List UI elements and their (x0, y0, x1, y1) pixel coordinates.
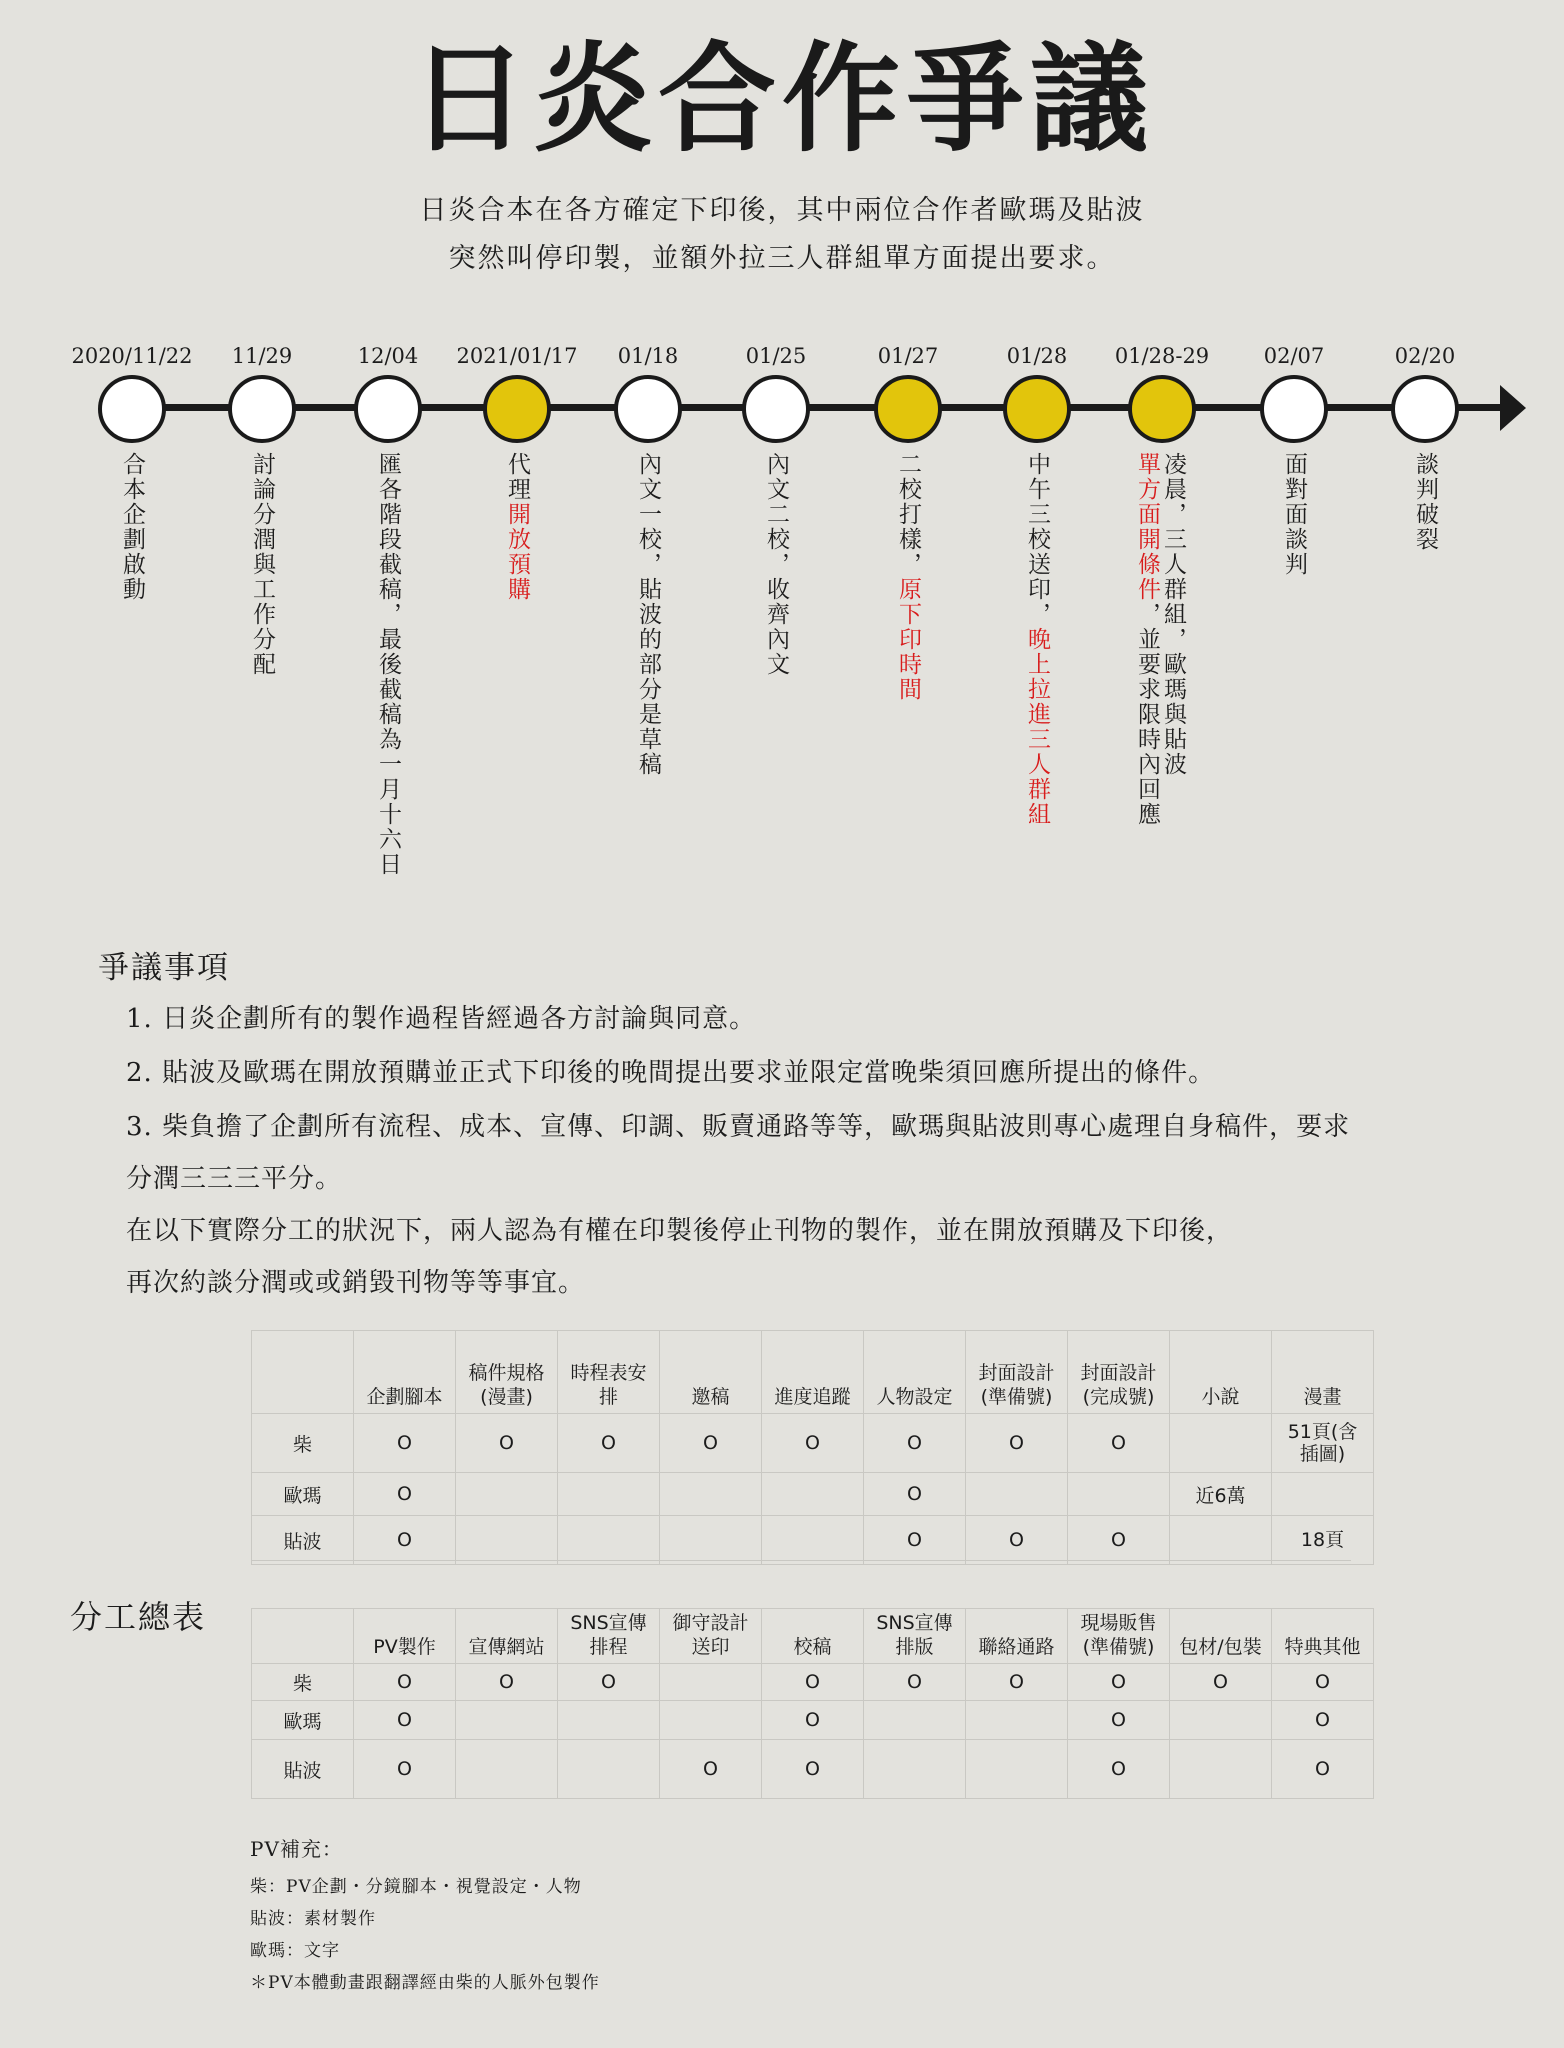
issue-line-4: 分潤三三三平分。 (126, 1164, 343, 1194)
table-cell: O (864, 1664, 966, 1701)
table-cell (558, 1701, 660, 1740)
table-cell: O (354, 1664, 456, 1701)
timeline-node (1003, 375, 1071, 443)
member-name: 歐瑪 (252, 1701, 354, 1740)
event-text: 合本企劃啟動 (119, 452, 145, 602)
timeline-node (354, 375, 422, 443)
table-cell: O (354, 1701, 456, 1740)
timeline-date: 12/04 (357, 344, 419, 368)
table-cell: O (966, 1516, 1068, 1565)
timeline-node (228, 375, 296, 443)
table-cell: O (1272, 1664, 1374, 1701)
table-cell: O (354, 1414, 456, 1473)
member-name: 貼波 (252, 1516, 354, 1565)
table-header-row (252, 1331, 1374, 1414)
table-cell (966, 1740, 1068, 1799)
table-header-cell: 企劃腳本 (354, 1331, 456, 1414)
event-text: ，並要求限時內回應 (1134, 602, 1160, 827)
table-row (252, 1701, 1374, 1740)
table-cell (1170, 1701, 1272, 1740)
table-cell (762, 1473, 864, 1516)
timeline-date: 01/27 (877, 344, 939, 368)
timeline-event-text (375, 452, 401, 877)
table-cell: O (1170, 1664, 1272, 1701)
timeline-node (742, 375, 810, 443)
event-text: 二校打樣， (895, 452, 921, 577)
issue-line-5: 在以下實際分工的狀況下，兩人認為有權在印製後停止刊物的製作，並在開放預購及下印後， (126, 1216, 1234, 1246)
timeline-event-text (504, 452, 530, 602)
table-cell (762, 1516, 864, 1565)
event-text: 面對面談判 (1281, 452, 1307, 577)
table-cell (1068, 1473, 1170, 1516)
member-name: 歐瑪 (252, 1473, 354, 1516)
event-text: 中午三校送印， (1024, 452, 1050, 627)
table-header-cell: 宣傳網站 (456, 1609, 558, 1664)
table-cell (1170, 1516, 1272, 1565)
table-header-cell: 封面設計 (準備號) (966, 1331, 1068, 1414)
timeline-event-text (895, 452, 921, 702)
timeline-event-text (1024, 452, 1050, 827)
table-cell: O (1272, 1740, 1374, 1799)
table-header-cell: 漫畫 (1272, 1331, 1374, 1414)
pv-note-line-3: 歐瑪：文字 (250, 1941, 340, 1961)
table-header-cell: SNS宣傳 排程 (558, 1609, 660, 1664)
event-text: 討論分潤與工作分配 (249, 452, 275, 677)
timeline-node (1128, 375, 1196, 443)
table-cell: O (762, 1740, 864, 1799)
table-cell (456, 1740, 558, 1799)
timeline (0, 0, 1564, 900)
table-cell (1170, 1414, 1272, 1473)
event-text: 談判破裂 (1412, 452, 1438, 552)
division-heading: 分工總表 (70, 1598, 207, 1636)
event-text: 內文一校，貼波的部分是草稿 (635, 452, 661, 777)
table-cell: O (354, 1740, 456, 1799)
table-cell: O (762, 1414, 864, 1473)
table-cell: O (1068, 1740, 1170, 1799)
table-cell: O (864, 1473, 966, 1516)
table-cell (558, 1516, 660, 1565)
table-header-cell: 人物設定 (864, 1331, 966, 1414)
table-cell (660, 1516, 762, 1565)
event-text-highlight: 單方面開條件 (1134, 452, 1160, 602)
event-text-highlight: 開放預購 (504, 502, 530, 602)
timeline-date: 01/28-29 (1114, 344, 1210, 368)
table-cell (864, 1740, 966, 1799)
pv-note-line-2: 貼波：素材製作 (250, 1909, 376, 1929)
subtitle-line-2: 突然叫停印製，並額外拉三人群組單方面提出要求。 (448, 243, 1116, 274)
table-header-cell: SNS宣傳 排版 (864, 1609, 966, 1664)
table-row (252, 1516, 1374, 1565)
table-cell: O (456, 1664, 558, 1701)
timeline-node (98, 375, 166, 443)
timeline-node (1260, 375, 1328, 443)
table-cell (966, 1701, 1068, 1740)
timeline-date: 2021/01/17 (456, 344, 578, 368)
timeline-date: 01/28 (1006, 344, 1068, 368)
table-cell: 51頁(含 插圖) (1272, 1414, 1374, 1473)
table-cell: O (660, 1740, 762, 1799)
issue-line-6: 再次約談分潤或或銷毀刊物等等事宜。 (126, 1268, 586, 1298)
pv-note-line-1: 柴：PV企劃・分鏡腳本・視覺設定・人物 (250, 1877, 582, 1897)
table-cell: O (456, 1414, 558, 1473)
table-spacer (251, 1560, 1351, 1609)
table-cell: O (558, 1664, 660, 1701)
table-header-cell: 包材/包裝 (1170, 1609, 1272, 1664)
subtitle-line-1: 日炎合本在各方確定下印後，其中兩位合作者歐瑪及貼波 (419, 195, 1145, 226)
page-title: 日炎合作爭議 (409, 30, 1154, 168)
issue-line-3: 3. 柴負擔了企劃所有流程、成本、宣傳、印調、販賣通路等等，歐瑪與貼波則專心處理自身稿件，要求 (126, 1112, 1351, 1142)
table-cell (558, 1740, 660, 1799)
table-cell (660, 1473, 762, 1516)
event-text: 匯各階段截稿，最後截稿為一月十六日 (375, 452, 401, 877)
table-cell: O (1068, 1701, 1170, 1740)
member-name: 貼波 (252, 1740, 354, 1799)
table-cell: 18頁 (1272, 1516, 1374, 1565)
timeline-date: 11/29 (231, 344, 293, 368)
table-header-row (252, 1609, 1374, 1664)
timeline-event-text (635, 452, 661, 777)
table-cell: O (354, 1516, 456, 1565)
timeline-event-text (249, 452, 275, 677)
member-name: 柴 (252, 1664, 354, 1701)
table-cell (456, 1701, 558, 1740)
table-header-cell: 小說 (1170, 1331, 1272, 1414)
pv-note-heading: PV補充： (250, 1837, 343, 1861)
pv-note-line-4: ＊PV本體動畫跟翻譯經由柴的人脈外包製作 (250, 1973, 600, 1993)
table-cell (660, 1701, 762, 1740)
issue-line-2: 2. 貼波及歐瑪在開放預購並正式下印後的晚間提出要求並限定當晚柴須回應所提出的條件。 (126, 1058, 1216, 1088)
event-text: 內文二校，收齊內文 (763, 452, 789, 677)
timeline-event-text (1281, 452, 1307, 577)
event-text: 凌晨，三人群組，歐瑪與貼波 (1160, 452, 1186, 777)
table-cell (456, 1473, 558, 1516)
timeline-node (1391, 375, 1459, 443)
table-header-cell: 聯絡通路 (966, 1609, 1068, 1664)
member-name: 柴 (252, 1414, 354, 1473)
table-cell: O (966, 1664, 1068, 1701)
timeline-node (874, 375, 942, 443)
table-header-cell: PV製作 (354, 1609, 456, 1664)
table-cell (966, 1473, 1068, 1516)
event-text: 代理 (504, 452, 530, 502)
table-cell: O (762, 1664, 864, 1701)
table-cell (1272, 1473, 1374, 1516)
table-cell: O (1068, 1414, 1170, 1473)
timeline-date: 02/07 (1263, 344, 1325, 368)
table-header-cell: 進度追蹤 (762, 1331, 864, 1414)
table-cell (456, 1516, 558, 1565)
table-row (252, 1740, 1374, 1799)
division-table-1 (251, 1330, 1374, 1565)
table-cell: O (1068, 1664, 1170, 1701)
timeline-arrow-icon (1500, 385, 1526, 431)
timeline-date: 2020/11/22 (71, 344, 193, 368)
table-header-cell: 校稿 (762, 1609, 864, 1664)
table-header-cell: 御守設計 送印 (660, 1609, 762, 1664)
timeline-node (614, 375, 682, 443)
table-cell: 近6萬 (1170, 1473, 1272, 1516)
table-header-cell: 時程表安 排 (558, 1331, 660, 1414)
table-header-cell: 封面設計 (完成號) (1068, 1331, 1170, 1414)
timeline-event-text (763, 452, 789, 677)
table-header-cell: 特典其他 (1272, 1609, 1374, 1664)
table-cell (1170, 1740, 1272, 1799)
table-cell: O (966, 1414, 1068, 1473)
table-cell: O (762, 1701, 864, 1740)
table-header-cell (252, 1609, 354, 1664)
table-header-cell: 邀稿 (660, 1331, 762, 1414)
event-text-highlight: 原下印時間 (895, 577, 921, 702)
division-table-2 (251, 1608, 1374, 1799)
timeline-event-text (1134, 452, 1186, 827)
table-cell (864, 1701, 966, 1740)
issues-heading: 爭議事項 (98, 950, 230, 986)
table-header-cell: 稿件規格 (漫畫) (456, 1331, 558, 1414)
table-header-cell (252, 1331, 354, 1414)
table-cell: O (864, 1414, 966, 1473)
table-cell: O (1272, 1701, 1374, 1740)
table-header-cell: 現場販售 (準備號) (1068, 1609, 1170, 1664)
table-cell: O (864, 1516, 966, 1565)
table-cell: O (354, 1473, 456, 1516)
event-text-highlight: 晚上拉進三人群組 (1024, 627, 1050, 827)
timeline-date: 01/18 (617, 344, 679, 368)
table-cell: O (660, 1414, 762, 1473)
issue-line-1: 1. 日炎企劃所有的製作過程皆經過各方討論與同意。 (126, 1004, 757, 1034)
table-row (252, 1664, 1374, 1701)
table-cell: O (1068, 1516, 1170, 1565)
timeline-date: 02/20 (1394, 344, 1456, 368)
timeline-event-text (119, 452, 145, 602)
table-row (252, 1473, 1374, 1516)
timeline-node (483, 375, 551, 443)
table-cell (558, 1473, 660, 1516)
table-cell (660, 1664, 762, 1701)
timeline-date: 01/25 (745, 344, 807, 368)
table-cell: O (558, 1414, 660, 1473)
table-row (252, 1414, 1374, 1473)
timeline-event-text (1412, 452, 1438, 552)
